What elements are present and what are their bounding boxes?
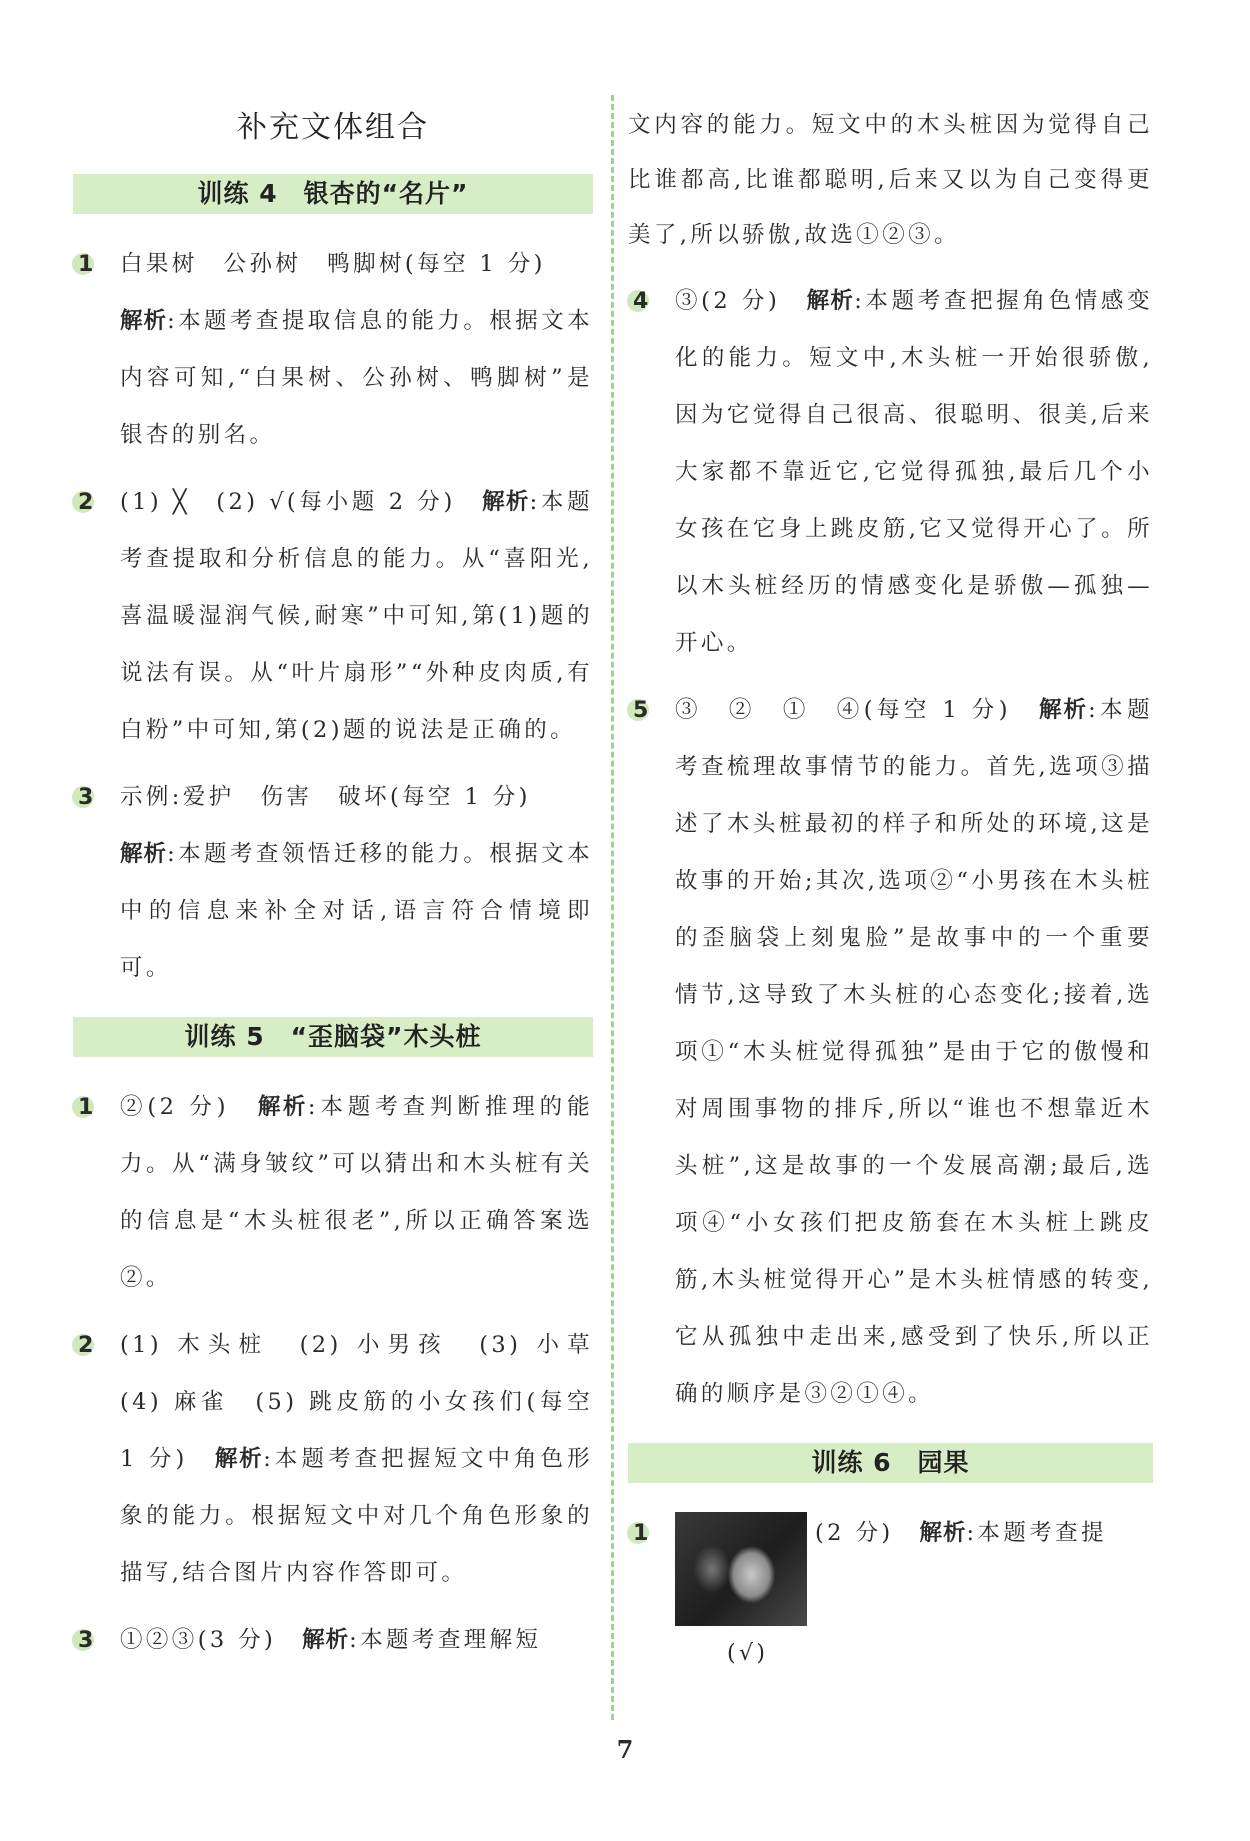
analysis-text: :本题考查领悟迁移的能力。根据文本中的信息来补全对话,语言符合情境即可。 [120, 841, 593, 981]
section-header-t4: 训练 4 银杏的“名片” [73, 174, 593, 214]
question-number: 2 [78, 474, 97, 531]
answer-row [675, 1505, 1153, 1666]
analysis-text: :本题考查把握角色情感变化的能力。短文中,木头桩一开始很骄傲,因为它觉得自己很高、很聪明、很美,后来大家都不靠近它,它觉得孤独,最后几个小女孩在它身上跳皮筋,它又觉得开心了。所以木头桩经历的情感变化是骄傲—孤独—开心。 [675, 288, 1153, 656]
analysis-label: 解析 [919, 1520, 967, 1546]
analysis-label: 解析 [120, 841, 168, 867]
t5-question-4 [628, 273, 1153, 672]
analysis-text: :本题考查提 [966, 1520, 1107, 1546]
section-header-t5: 训练 5 “歪脑袋”木头桩 [73, 1017, 593, 1057]
analysis-label: 解析 [302, 1627, 350, 1653]
answer-text: ③(2 分) [675, 288, 781, 314]
answer-text: ②(2 分) [120, 1094, 229, 1120]
answer-text: ①②③(3 分) [120, 1627, 277, 1653]
t5-question-5 [628, 682, 1153, 1423]
question-number: 3 [78, 769, 97, 826]
analysis-label: 解析 [214, 1446, 264, 1472]
analysis-text: :本题考查提取信息的能力。根据文本内容可知,“白果树、公孙树、鸭脚树”是银杏的别名。 [120, 308, 593, 448]
analysis-text: :本题考查提取和分析信息的能力。从“喜阳光,喜温暖湿润气候,耐寒”中可知,第(1)题的说法有误。从“叶片扇形”“外种皮肉质,有白粉”中可知,第(2)题的说法是正确的。 [120, 489, 593, 743]
pear-photo [675, 1512, 807, 1626]
answer-text: (2 分) [815, 1520, 894, 1546]
analysis-text: :本题考查把握短文中角色形象的能力。根据短文中对几个角色形象的描写,结合图片内容作答即可。 [120, 1446, 593, 1586]
answer-line [815, 1505, 1107, 1562]
page-number: 7 [616, 1735, 634, 1764]
question-number: 1 [78, 1079, 97, 1136]
analysis-text: :本题考查判断推理的能力。从“满身皱纹”可以猜出和木头桩有关的信息是“木头桩很老”,所以正确答案选②。 [120, 1094, 593, 1291]
right-column [628, 98, 1153, 1666]
t4-question-1 [73, 236, 593, 464]
t5-question-3-continued: 文内容的能力。短文中的木头桩因为觉得自己比谁都高,比谁都聪明,后来又以为自己变得更美了,所以骄傲,故选①②③。 [628, 112, 1153, 248]
left-column [73, 92, 619, 1679]
question-number: 2 [78, 1317, 97, 1374]
analysis-label: 解析 [120, 308, 168, 334]
t6-question-1 [628, 1505, 1153, 1666]
check-mark: (√) [727, 1641, 769, 1666]
answer-text: ③ ② ① ④(每空 1 分) [675, 697, 1011, 723]
analysis-label: 解析 [1038, 697, 1089, 723]
answer-text: 白果树 公孙树 鸭脚树(每空 1 分) [120, 251, 546, 277]
analysis-text: :本题考查梳理故事情节的能力。首先,选项③描述了木头桩最初的样子和所处的环境,这是故事的开始;其次,选项②“小男孩在木头桩的歪脑袋上刻鬼脸”是故事中的一个重要情节,这导致了木头桩的心态变化;接着,选项①“木头桩觉得孤独”是由于它的傲慢和对周围事物的排斥,所以“谁也不想靠近木头桩”,这是故事的一个发展高潮;最后,选项④“小女孩们把皮筋套在木头桩上跳皮筋,木头桩觉得开心”是木头桩情感的转变,它从孤独中走出来,感受到了快乐,所以正确的顺序是③②①④。 [675, 697, 1153, 1407]
column-divider [611, 95, 614, 1720]
analysis-text: :本题考查理解短 [349, 1627, 542, 1653]
analysis-label: 解析 [482, 489, 530, 515]
page-title: 补充文体组合 [237, 110, 429, 145]
analysis-label: 解析 [257, 1094, 308, 1120]
t4-question-2 [73, 474, 593, 759]
answer-text: (1) 木头桩 (2) 小男孩 (3) 小草 (4) 麻雀 (5) 跳皮筋的小女孩们(每空 1 分) [120, 1332, 619, 1472]
question-number: 1 [78, 236, 97, 293]
answer-text: (1) ╳ (2) √(每小题 2 分) [120, 489, 456, 515]
answer-text: 示例:爱护 伤害 破坏(每空 1 分) [120, 784, 531, 810]
t5-question-2 [73, 1317, 619, 1602]
t5-question-3 [73, 1612, 593, 1669]
analysis-label: 解析 [806, 288, 855, 314]
section-header-t6: 训练 6 园果 [628, 1443, 1153, 1483]
question-number: 1 [633, 1505, 652, 1562]
t5-question-1 [73, 1079, 593, 1307]
question-number: 4 [633, 273, 652, 330]
question-number: 5 [633, 682, 652, 739]
t4-question-3 [73, 769, 593, 997]
question-number: 3 [78, 1612, 97, 1669]
